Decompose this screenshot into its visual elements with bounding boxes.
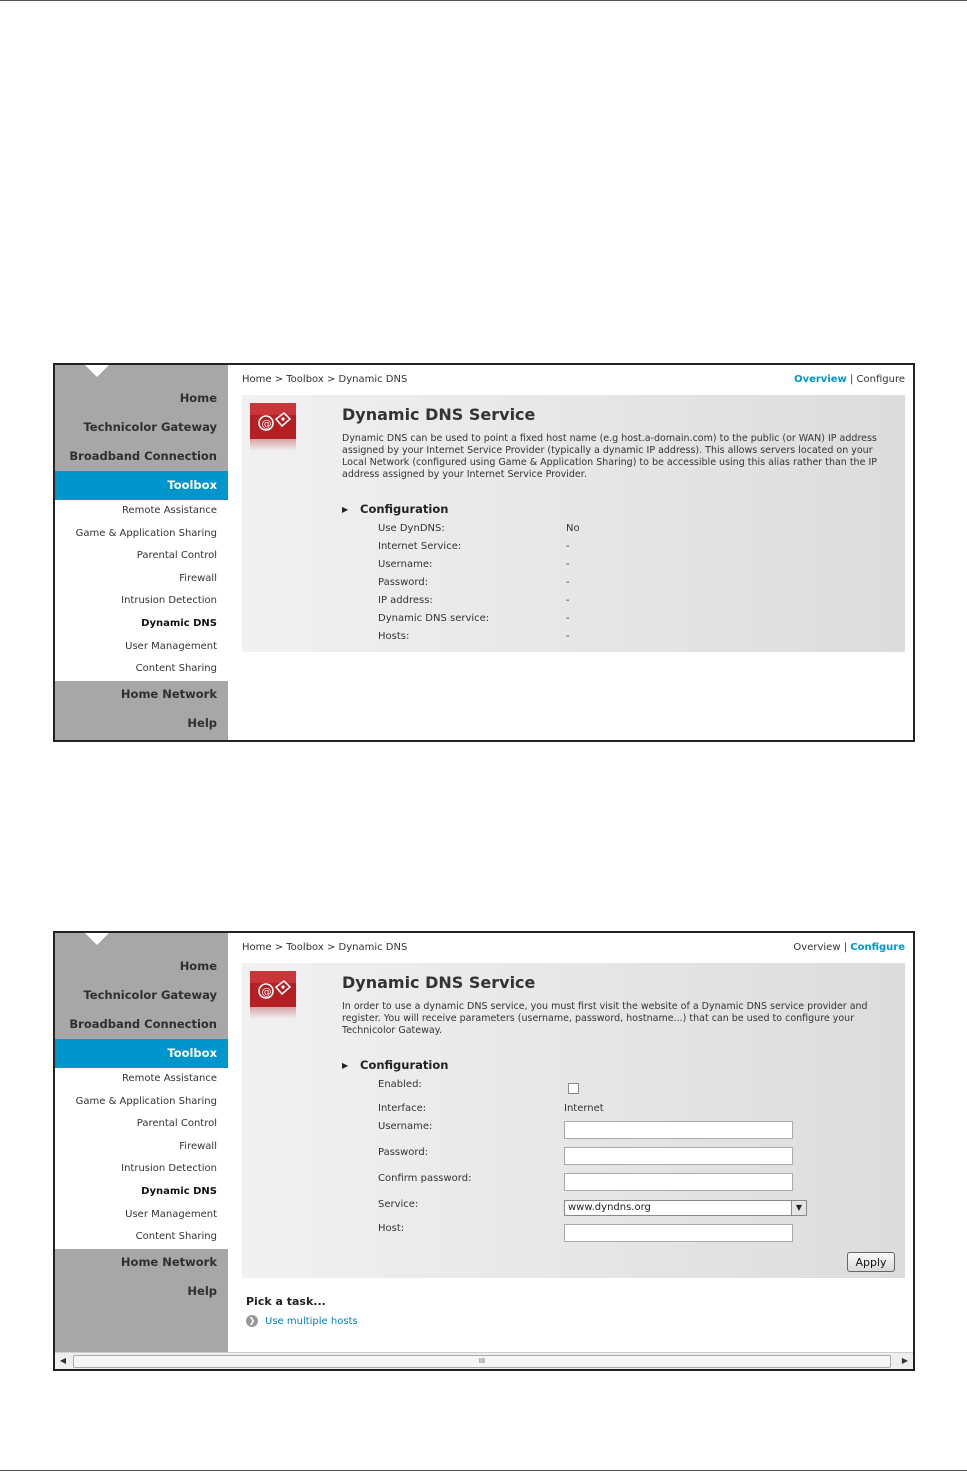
nav-home-network[interactable]: Home Network [120, 687, 217, 701]
view-link-separator: | [843, 942, 848, 953]
use-dyndns-label: Use DynDNS: [378, 523, 445, 534]
host-input[interactable] [564, 1224, 793, 1242]
ip-address-value: - [566, 595, 570, 606]
breadcrumb: Home > Toolbox > Dynamic DNS [242, 942, 408, 953]
nav-dynamic-dns[interactable]: Dynamic DNS [141, 1185, 217, 1197]
icon-reflection [250, 439, 296, 451]
nav-home[interactable]: Home [179, 959, 217, 973]
overview-link[interactable]: Overview [794, 374, 847, 385]
nav-content-sharing[interactable]: Content Sharing [135, 663, 217, 675]
internet-service-label: Internet Service: [378, 541, 462, 552]
configuration-heading: ▶ Configuration [360, 1058, 448, 1072]
topbar [242, 940, 905, 956]
view-link-separator: | [849, 374, 854, 385]
horizontal-scrollbar[interactable] [55, 1352, 913, 1369]
scroll-right-icon[interactable]: ▶ [901, 1356, 909, 1365]
nav-game-application-sharing[interactable]: Game & Application Sharing [75, 1095, 217, 1107]
scroll-left-icon[interactable]: ◀ [59, 1356, 67, 1365]
nav-user-management[interactable]: User Management [125, 640, 217, 652]
overview-link[interactable]: Overview [793, 942, 841, 953]
configuration-heading: ▶ Configuration [360, 502, 448, 516]
svg-text:@: @ [261, 987, 272, 998]
confirm-password-label: Confirm password: [378, 1173, 472, 1184]
password-input[interactable] [564, 1147, 793, 1165]
dynamic-dns-service-value: - [566, 613, 570, 624]
password-value: - [566, 577, 570, 588]
page-top-rule [0, 0, 967, 1]
nav-remote-assistance[interactable]: Remote Assistance [121, 505, 217, 516]
configure-link[interactable]: Configure [850, 942, 905, 953]
hosts-label: Hosts: [378, 631, 410, 642]
view-links [793, 940, 905, 956]
page-title: Dynamic DNS Service [342, 405, 536, 424]
service-select-value: www.dyndns.org [568, 1202, 651, 1213]
use-multiple-hosts-link[interactable] [246, 1315, 358, 1329]
toolbox-submenu [55, 1068, 228, 1249]
icon-reflection [250, 1007, 296, 1019]
nav-toolbox[interactable]: Toolbox [55, 471, 228, 500]
enabled-label: Enabled: [378, 1079, 422, 1090]
username-label: Username: [378, 1121, 433, 1132]
breadcrumb: Home > Toolbox > Dynamic DNS [242, 374, 408, 385]
username-label: Username: [378, 559, 433, 570]
chevron-down-icon[interactable]: ▼ [791, 1201, 806, 1215]
dynamic-dns-service-label: Dynamic DNS service: [378, 613, 490, 624]
nav-home[interactable]: Home [179, 391, 217, 405]
nav-help[interactable]: Help [187, 716, 217, 730]
content-panel [242, 395, 905, 652]
nav-technicolor-gateway[interactable]: Technicolor Gateway [83, 988, 217, 1002]
use-dyndns-value: No [566, 523, 580, 534]
sidebar-nav [55, 933, 228, 1369]
arrow-right-icon: ❯ [246, 1315, 258, 1327]
configure-screenshot [53, 931, 915, 1371]
nav-firewall[interactable]: Firewall [179, 1140, 217, 1152]
host-label: Host: [378, 1223, 405, 1234]
nav-user-management[interactable]: User Management [125, 1208, 217, 1220]
nav-remote-assistance[interactable]: Remote Assistance [121, 1073, 217, 1084]
overview-screenshot [53, 363, 915, 742]
nav-parental-control[interactable]: Parental Control [136, 550, 217, 562]
nav-game-application-sharing[interactable]: Game & Application Sharing [75, 527, 217, 539]
content-panel [242, 963, 905, 1278]
nav-home-network[interactable]: Home Network [120, 1255, 217, 1269]
nav-toolbox[interactable]: Toolbox [55, 1039, 228, 1068]
nav-notch [85, 365, 109, 377]
page-description: In order to use a dynamic DNS service, you must first visit the website of a Dynamic DNS service provider and register. You will receive parameters (username, password, hostname...) that can be used to configure your Technicolor Gateway. [342, 1001, 868, 1036]
topbar [242, 372, 905, 388]
nav-notch [85, 933, 109, 945]
pick-task-heading: Pick a task... [246, 1295, 326, 1308]
nav-content-sharing[interactable]: Content Sharing [135, 1231, 217, 1243]
nav-parental-control[interactable]: Parental Control [136, 1118, 217, 1130]
sidebar-nav [55, 365, 228, 740]
password-label: Password: [378, 1147, 429, 1158]
nav-intrusion-detection[interactable]: Intrusion Detection [121, 1163, 217, 1175]
dynamic-dns-icon [250, 403, 296, 439]
page-description: Dynamic DNS can be used to point a fixed host name (e.g host.a-domain.com) to the public (or WAN) IP address assigned by your Internet Service Provider (typically a dynamic IP address). This allows servers located on your Local Network (configured using Game & Application Sharing) to be accessible using this alias rather than the IP address assigned by your Internet Service Provider. [342, 433, 877, 480]
internet-service-value: - [566, 541, 570, 552]
username-input[interactable] [564, 1121, 793, 1139]
interface-value: Internet [564, 1103, 604, 1114]
username-value: - [566, 559, 570, 570]
nav-help[interactable]: Help [187, 1284, 217, 1298]
toolbox-submenu [55, 500, 228, 681]
configure-link[interactable]: Configure [856, 374, 905, 385]
nav-broadband-connection[interactable]: Broadband Connection [69, 1017, 217, 1031]
dynamic-dns-icon [250, 971, 296, 1007]
page-title: Dynamic DNS Service [342, 973, 536, 992]
confirm-password-input[interactable] [564, 1173, 793, 1191]
service-label: Service: [378, 1199, 419, 1210]
hosts-value: - [566, 631, 570, 642]
enabled-checkbox[interactable] [568, 1083, 579, 1094]
view-links [794, 372, 905, 388]
interface-label: Interface: [378, 1103, 427, 1114]
service-select[interactable] [564, 1200, 807, 1216]
nav-technicolor-gateway[interactable]: Technicolor Gateway [83, 420, 217, 434]
svg-text:@: @ [261, 419, 272, 430]
apply-button[interactable]: Apply [847, 1252, 895, 1272]
nav-broadband-connection[interactable]: Broadband Connection [69, 449, 217, 463]
nav-firewall[interactable]: Firewall [179, 572, 217, 584]
scrollbar-thumb[interactable]: III [73, 1355, 891, 1368]
use-multiple-hosts-label: Use multiple hosts [265, 1316, 358, 1327]
password-label: Password: [378, 577, 429, 588]
ip-address-label: IP address: [378, 595, 433, 606]
nav-dynamic-dns[interactable]: Dynamic DNS [141, 617, 217, 629]
nav-intrusion-detection[interactable]: Intrusion Detection [121, 595, 217, 607]
page-bottom-rule [0, 1470, 967, 1471]
